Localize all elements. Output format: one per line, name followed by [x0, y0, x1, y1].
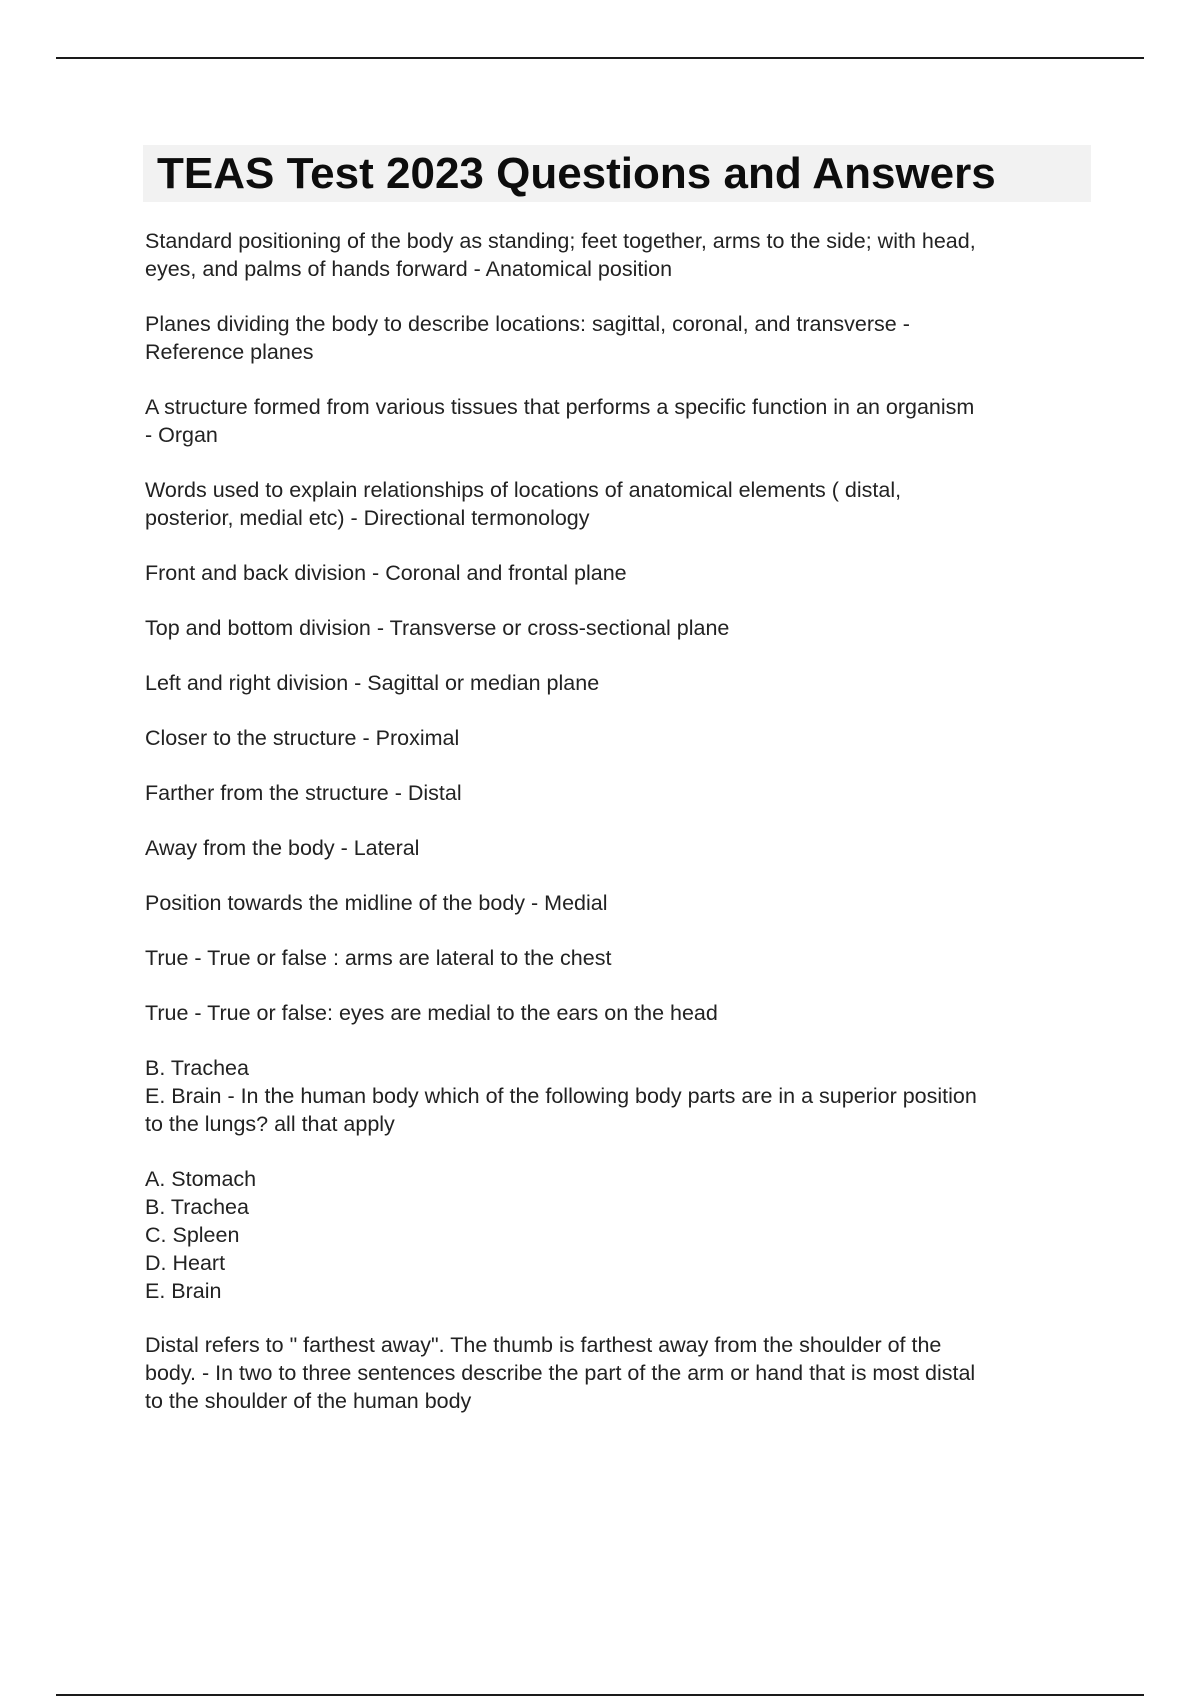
- qa-entry-distal: [145, 779, 1095, 807]
- qa-entry-answer-options: [145, 1165, 1095, 1305]
- qa-line: Distal refers to " farthest away". The thumb is farthest away from the shoulder of the: [145, 1333, 942, 1357]
- qa-entry-coronal-plane: [145, 559, 1095, 587]
- qa-line: Away from the body - Lateral: [145, 836, 420, 860]
- qa-entry-arms-lateral: [145, 944, 1095, 972]
- qa-line: Position towards the midline of the body - Medial: [145, 891, 608, 915]
- qa-line: eyes, and palms of hands forward - Anatomical position: [145, 257, 673, 281]
- qa-line: Closer to the structure - Proximal: [145, 726, 460, 750]
- qa-entry-organ: [145, 393, 1095, 449]
- qa-line: Left and right division - Sagittal or median plane: [145, 671, 600, 695]
- qa-entry-medial: [145, 889, 1095, 917]
- qa-entry-transverse-plane: [145, 614, 1095, 642]
- option-item: B. Trachea: [145, 1195, 249, 1219]
- qa-line: - Organ: [145, 423, 218, 447]
- qa-line: B. Trachea: [145, 1056, 249, 1080]
- qa-entry-distal-thumb: [145, 1331, 1095, 1415]
- top-rule: [56, 57, 1144, 59]
- qa-entry-reference-planes: [145, 310, 1095, 366]
- option-item: A. Stomach: [145, 1167, 257, 1191]
- option-item: D. Heart: [145, 1251, 226, 1275]
- qa-line: Planes dividing the body to describe locations: sagittal, coronal, and transverse -: [145, 312, 910, 336]
- qa-entry-proximal: [145, 724, 1095, 752]
- qa-line: True - True or false: eyes are medial to the ears on the head: [145, 1001, 718, 1025]
- qa-line: Top and bottom division - Transverse or cross-sectional plane: [145, 616, 730, 640]
- qa-entry-directional-terminology: [145, 476, 1095, 532]
- qa-line: Words used to explain relationships of locations of anatomical elements ( distal,: [145, 478, 902, 502]
- qa-line: Farther from the structure - Distal: [145, 781, 462, 805]
- option-item: C. Spleen: [145, 1223, 240, 1247]
- qa-line: to the shoulder of the human body: [145, 1389, 472, 1413]
- qa-entry-superior-position: [145, 1054, 1095, 1138]
- qa-entry-anatomical-position: [145, 227, 1095, 283]
- qa-line: A structure formed from various tissues that performs a specific function in an organism: [145, 395, 975, 419]
- qa-line: posterior, medial etc) - Directional termonology: [145, 506, 590, 530]
- qa-line: Reference planes: [145, 340, 314, 364]
- qa-line: E. Brain - In the human body which of the following body parts are in a superior position: [145, 1084, 977, 1108]
- bottom-rule: [56, 1694, 1144, 1696]
- qa-line: body. - In two to three sentences describe the part of the arm or hand that is most distal: [145, 1361, 976, 1385]
- qa-line: to the lungs? all that apply: [145, 1112, 395, 1136]
- option-item: E. Brain: [145, 1279, 222, 1303]
- qa-line: True - True or false : arms are lateral to the chest: [145, 946, 612, 970]
- qa-entry-sagittal-plane: [145, 669, 1095, 697]
- qa-line: Front and back division - Coronal and frontal plane: [145, 561, 627, 585]
- qa-entry-lateral: [145, 834, 1095, 862]
- qa-list: [145, 227, 1095, 1442]
- page-title: TEAS Test 2023 Questions and Answers: [157, 149, 996, 198]
- qa-line: Standard positioning of the body as standing; feet together, arms to the side; with head,: [145, 229, 976, 253]
- qa-entry-eyes-medial: [145, 999, 1095, 1027]
